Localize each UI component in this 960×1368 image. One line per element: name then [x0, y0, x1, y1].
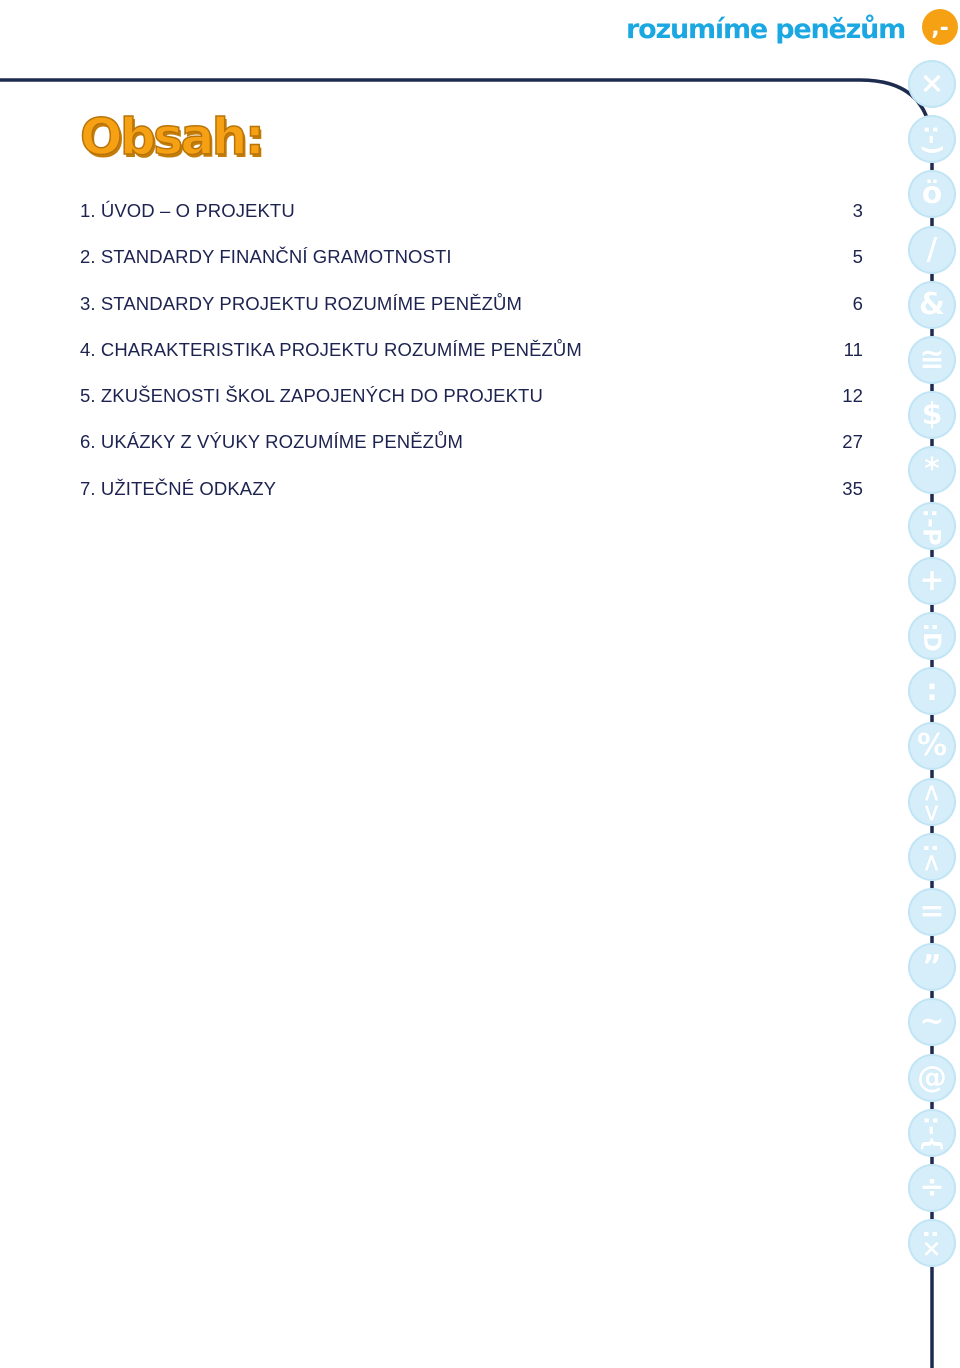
- at-symbol-icon: [908, 1054, 956, 1102]
- sad-smiley-symbol-icon: [908, 833, 956, 881]
- brand-name: rozumíme penězům: [626, 13, 906, 45]
- multiply-symbol-icon: [908, 60, 956, 108]
- toc-entry-label: 7. UŽITEČNÉ ODKAZY: [80, 477, 277, 499]
- equals-symbol-icon: [908, 888, 956, 936]
- toc-entry-label: 4. CHARAKTERISTIKA PROJEKTU ROZUMÍME PENĚZŮM: [80, 338, 582, 360]
- toc-entry-page-number: 3: [852, 200, 863, 221]
- symbol-glyph: +: [919, 563, 945, 598]
- toc-entry[interactable]: [80, 293, 863, 339]
- symbol-glyph: :-P: [918, 508, 946, 546]
- symbol-glyph: *: [924, 452, 940, 487]
- colon-symbol-icon: [908, 667, 956, 715]
- symbol-glyph: %: [916, 728, 948, 763]
- plus-symbol-icon: [908, 557, 956, 605]
- toc-entry-page-number: 5: [852, 246, 863, 268]
- symbol-glyph: ≅: [919, 342, 945, 377]
- toc-entry-page-number: 27: [842, 431, 863, 453]
- toc-entry[interactable]: [80, 478, 863, 524]
- toc-entry-label: 3. STANDARDY PROJEKTU ROZUMÍME PENĚZŮM: [80, 292, 523, 314]
- brand-logo: [626, 6, 949, 52]
- page-title: Obsah:: [80, 108, 263, 166]
- brand-badge-icon: [920, 2, 960, 52]
- symbol-glyph: <>: [918, 782, 946, 824]
- symbol-glyph: :D: [918, 622, 946, 652]
- symbol-glyph: ÷: [919, 1170, 945, 1205]
- toc-entry[interactable]: [80, 339, 863, 385]
- toc-entry-page-number: 35: [842, 477, 863, 499]
- toc-entry[interactable]: [80, 431, 863, 477]
- toc-entry-label: 1. ÚVOD – O PROJEKTU: [80, 200, 295, 221]
- quote-symbol-icon: [908, 943, 956, 991]
- toc-entry-label: 2. STANDARDY FINANČNÍ GRAMOTNOSTI: [80, 246, 452, 268]
- toc-entry-page-number: 12: [842, 385, 863, 407]
- toc-entry[interactable]: [80, 200, 863, 246]
- symbol-glyph: =: [919, 894, 945, 929]
- umlaut-symbol-icon: [908, 170, 956, 218]
- symbol-glyph: :×: [918, 1229, 946, 1259]
- ampersand-symbol-icon: [908, 281, 956, 329]
- laugh-smiley-symbol-icon: [908, 612, 956, 660]
- slash-symbol-icon: [908, 226, 956, 274]
- table-of-contents: [80, 200, 863, 524]
- symbol-glyph: ”: [922, 949, 942, 984]
- symbol-glyph: $: [921, 397, 943, 432]
- toc-entry-page-number: 11: [843, 338, 863, 360]
- asterisk-symbol-icon: [908, 446, 956, 494]
- toc-entry-page-number: 6: [852, 292, 863, 314]
- divide-symbol-icon: [908, 1164, 956, 1212]
- toc-entry[interactable]: [80, 385, 863, 431]
- symbol-glyph: :: [926, 673, 938, 708]
- symbol-glyph: &: [918, 287, 946, 322]
- symbol-glyph: @: [917, 1060, 947, 1095]
- toc-entry[interactable]: [80, 246, 863, 292]
- toc-entry-label: 5. ZKUŠENOSTI ŠKOL ZAPOJENÝCH DO PROJEKTU: [80, 385, 543, 407]
- less-greater-symbol-icon: [908, 778, 956, 826]
- toc-entry-label: 6. UKÁZKY Z VÝUKY ROZUMÍME PENĚZŮM: [80, 431, 464, 453]
- symbol-glyph: :<: [918, 843, 946, 873]
- tilde-symbol-icon: [908, 998, 956, 1046]
- tongue-smiley-symbol-icon: [908, 502, 956, 550]
- symbol-glyph: :-): [918, 124, 946, 156]
- congruent-symbol-icon: [908, 336, 956, 384]
- symbol-glyph: ×: [919, 66, 945, 101]
- symbol-glyph: /: [926, 232, 938, 267]
- symbol-glyph: ~: [919, 1004, 945, 1039]
- dollar-symbol-icon: [908, 391, 956, 439]
- percent-symbol-icon: [908, 722, 956, 770]
- x-smiley-symbol-icon: [908, 1219, 956, 1267]
- symbol-glyph: :-{: [918, 1115, 946, 1153]
- brand-badge-text: ,-: [931, 16, 949, 41]
- smiley-symbol-icon: [908, 115, 956, 163]
- symbol-glyph: ö: [921, 176, 943, 211]
- mustache-smiley-symbol-icon: [908, 1109, 956, 1157]
